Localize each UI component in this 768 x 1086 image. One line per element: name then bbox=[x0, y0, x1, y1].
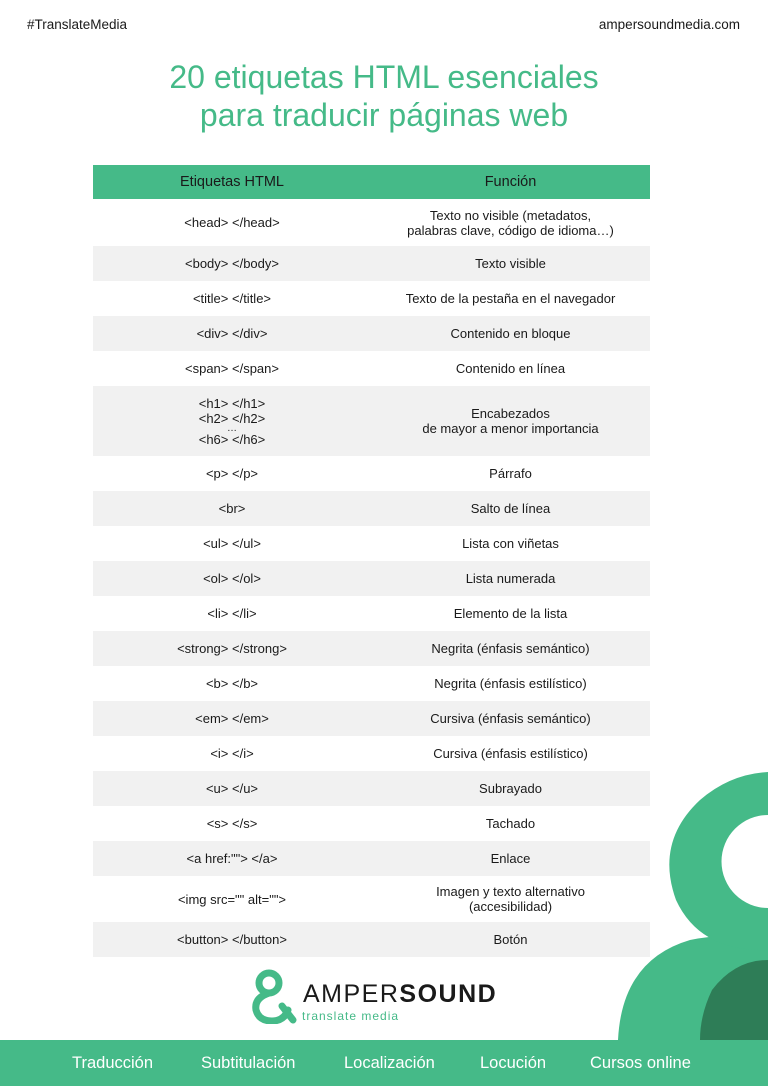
ampersound-logo bbox=[248, 966, 498, 1026]
table-row bbox=[93, 876, 650, 922]
tag-text: <span> </span> bbox=[185, 361, 279, 376]
tag-text: <h6> </h6> bbox=[198, 431, 266, 447]
footer-link-locucion[interactable]: Locución bbox=[480, 1054, 547, 1072]
tag-text: <h1> </h1> bbox=[198, 395, 266, 411]
tag-text: <head> </head> bbox=[184, 215, 280, 230]
function-text: Lista con viñetas bbox=[462, 536, 559, 551]
tag-text: <a href:""> </a> bbox=[186, 851, 278, 866]
tag-cell bbox=[93, 466, 371, 481]
function-cell bbox=[371, 536, 650, 551]
function-text: Elemento de la lista bbox=[453, 606, 568, 621]
tag-text: <h2> </h2> bbox=[198, 410, 266, 426]
tag-cell bbox=[93, 291, 371, 306]
footer-link-traduccion[interactable]: Traducción bbox=[72, 1054, 154, 1072]
tag-cell bbox=[93, 641, 371, 656]
tag-text: <strong> </strong> bbox=[177, 641, 287, 656]
tag-text: <button> </button> bbox=[177, 932, 287, 947]
tag-cell bbox=[93, 851, 371, 866]
function-text: Contenido en línea bbox=[455, 361, 566, 376]
logo-wordmark bbox=[303, 980, 497, 1009]
table-row bbox=[93, 316, 650, 351]
function-text: Encabezados bbox=[471, 406, 550, 421]
tag-text: <u> </u> bbox=[205, 781, 259, 796]
tag-cell bbox=[93, 571, 371, 586]
title-line-1: 20 etiquetas HTML esenciales bbox=[169, 59, 599, 95]
function-cell bbox=[371, 406, 650, 436]
function-cell bbox=[371, 501, 650, 516]
function-text: Texto visible bbox=[475, 256, 546, 271]
table-row bbox=[93, 456, 650, 491]
function-cell bbox=[371, 641, 650, 656]
table-row bbox=[93, 771, 650, 806]
tag-cell bbox=[93, 396, 371, 447]
tag-text: … bbox=[227, 422, 237, 434]
function-cell bbox=[371, 361, 650, 376]
tag-text: <div> </div> bbox=[196, 326, 268, 341]
tag-text: <p> </p> bbox=[205, 466, 259, 481]
tag-cell bbox=[93, 892, 371, 907]
tag-cell bbox=[93, 676, 371, 691]
table-row bbox=[93, 281, 650, 316]
table-row bbox=[93, 922, 650, 957]
function-cell bbox=[371, 326, 650, 341]
function-text: de mayor a menor importancia bbox=[422, 421, 599, 436]
footer-link-localizacion[interactable]: Localización bbox=[344, 1054, 435, 1072]
function-text: Lista numerada bbox=[465, 571, 556, 586]
function-cell bbox=[371, 746, 650, 761]
function-cell bbox=[371, 571, 650, 586]
title-line-2: para traducir páginas web bbox=[199, 97, 569, 133]
table-row bbox=[93, 701, 650, 736]
tag-text: <b> </b> bbox=[205, 676, 259, 691]
tag-cell bbox=[93, 606, 371, 621]
function-cell bbox=[371, 932, 650, 947]
function-text: Subrayado bbox=[479, 781, 542, 796]
html-tags-table bbox=[93, 165, 650, 957]
function-cell bbox=[371, 676, 650, 691]
tag-cell bbox=[93, 256, 371, 271]
table-row bbox=[93, 841, 650, 876]
tag-text: <s> </s> bbox=[206, 816, 258, 831]
column-header-tags: Etiquetas HTML bbox=[180, 173, 284, 190]
function-cell bbox=[371, 208, 650, 238]
function-text: Texto de la pestaña en el navegador bbox=[405, 291, 616, 306]
function-text: Imagen y texto alternativo bbox=[436, 884, 585, 899]
function-text: Negrita (énfasis semántico) bbox=[431, 641, 590, 656]
function-text: Negrita (énfasis estilístico) bbox=[434, 676, 587, 691]
function-cell bbox=[371, 851, 650, 866]
table-row bbox=[93, 491, 650, 526]
function-cell bbox=[371, 884, 650, 914]
logo-tagline: translate media bbox=[302, 1009, 400, 1023]
tag-text: <li> </li> bbox=[207, 606, 257, 621]
function-text: palabras clave, código de idioma…) bbox=[407, 222, 614, 238]
function-text: Cursiva (énfasis semántico) bbox=[430, 711, 591, 726]
table-header bbox=[93, 165, 650, 199]
column-header-function: Función bbox=[484, 173, 537, 190]
table-row bbox=[93, 561, 650, 596]
function-text: Salto de línea bbox=[470, 501, 551, 516]
footer-bar bbox=[0, 1040, 768, 1086]
table-row bbox=[93, 736, 650, 771]
table-row bbox=[93, 246, 650, 281]
function-cell bbox=[371, 781, 650, 796]
function-cell bbox=[371, 256, 650, 271]
function-text: Botón bbox=[493, 932, 528, 947]
function-text: (accesibilidad) bbox=[468, 899, 553, 914]
table-row bbox=[93, 806, 650, 841]
tag-text: <body> </body> bbox=[185, 256, 279, 271]
tag-cell bbox=[93, 361, 371, 376]
website-link[interactable]: ampersoundmedia.com bbox=[598, 17, 740, 32]
ampersand-logo-icon bbox=[248, 966, 298, 1024]
footer-link-subtitulacion[interactable]: Subtitulación bbox=[201, 1054, 296, 1072]
function-cell bbox=[371, 711, 650, 726]
tag-cell bbox=[93, 746, 371, 761]
table-row bbox=[93, 666, 650, 701]
tag-cell bbox=[93, 536, 371, 551]
tag-cell bbox=[93, 501, 371, 516]
tag-text: <em> </em> bbox=[195, 711, 269, 726]
tag-text: <ul> </ul> bbox=[203, 536, 261, 551]
tag-text: <br> bbox=[218, 501, 246, 516]
hashtag: #TranslateMedia bbox=[27, 17, 128, 32]
function-text: Contenido en bloque bbox=[450, 326, 571, 341]
tag-cell bbox=[93, 932, 371, 947]
table-row bbox=[93, 526, 650, 561]
footer-link-cursos-online[interactable]: Cursos online bbox=[590, 1054, 691, 1072]
tag-text: <i> </i> bbox=[210, 746, 254, 761]
function-text: Tachado bbox=[485, 816, 536, 831]
logo-word-bold: SOUND bbox=[399, 980, 498, 1008]
logo-word-light: AMPER bbox=[303, 980, 400, 1008]
tag-cell bbox=[93, 326, 371, 341]
table-row bbox=[93, 631, 650, 666]
function-cell bbox=[371, 816, 650, 831]
table-row bbox=[93, 596, 650, 631]
function-text: Enlace bbox=[490, 851, 531, 866]
function-cell bbox=[371, 291, 650, 306]
tag-cell bbox=[93, 816, 371, 831]
tag-text: <title> </title> bbox=[192, 291, 272, 306]
table-row bbox=[93, 351, 650, 386]
function-text: Texto no visible (metadatos, bbox=[429, 207, 592, 223]
function-text: Párrafo bbox=[489, 466, 532, 481]
tag-text: <img src="" alt=""> bbox=[177, 891, 287, 907]
tag-cell bbox=[93, 215, 371, 230]
function-text: Cursiva (énfasis estilístico) bbox=[433, 746, 588, 761]
table-row bbox=[93, 199, 650, 246]
function-cell bbox=[371, 466, 650, 481]
table-row bbox=[93, 386, 650, 456]
tag-cell bbox=[93, 781, 371, 796]
tag-text: <ol> </ol> bbox=[203, 571, 261, 586]
tag-cell bbox=[93, 711, 371, 726]
function-cell bbox=[371, 606, 650, 621]
